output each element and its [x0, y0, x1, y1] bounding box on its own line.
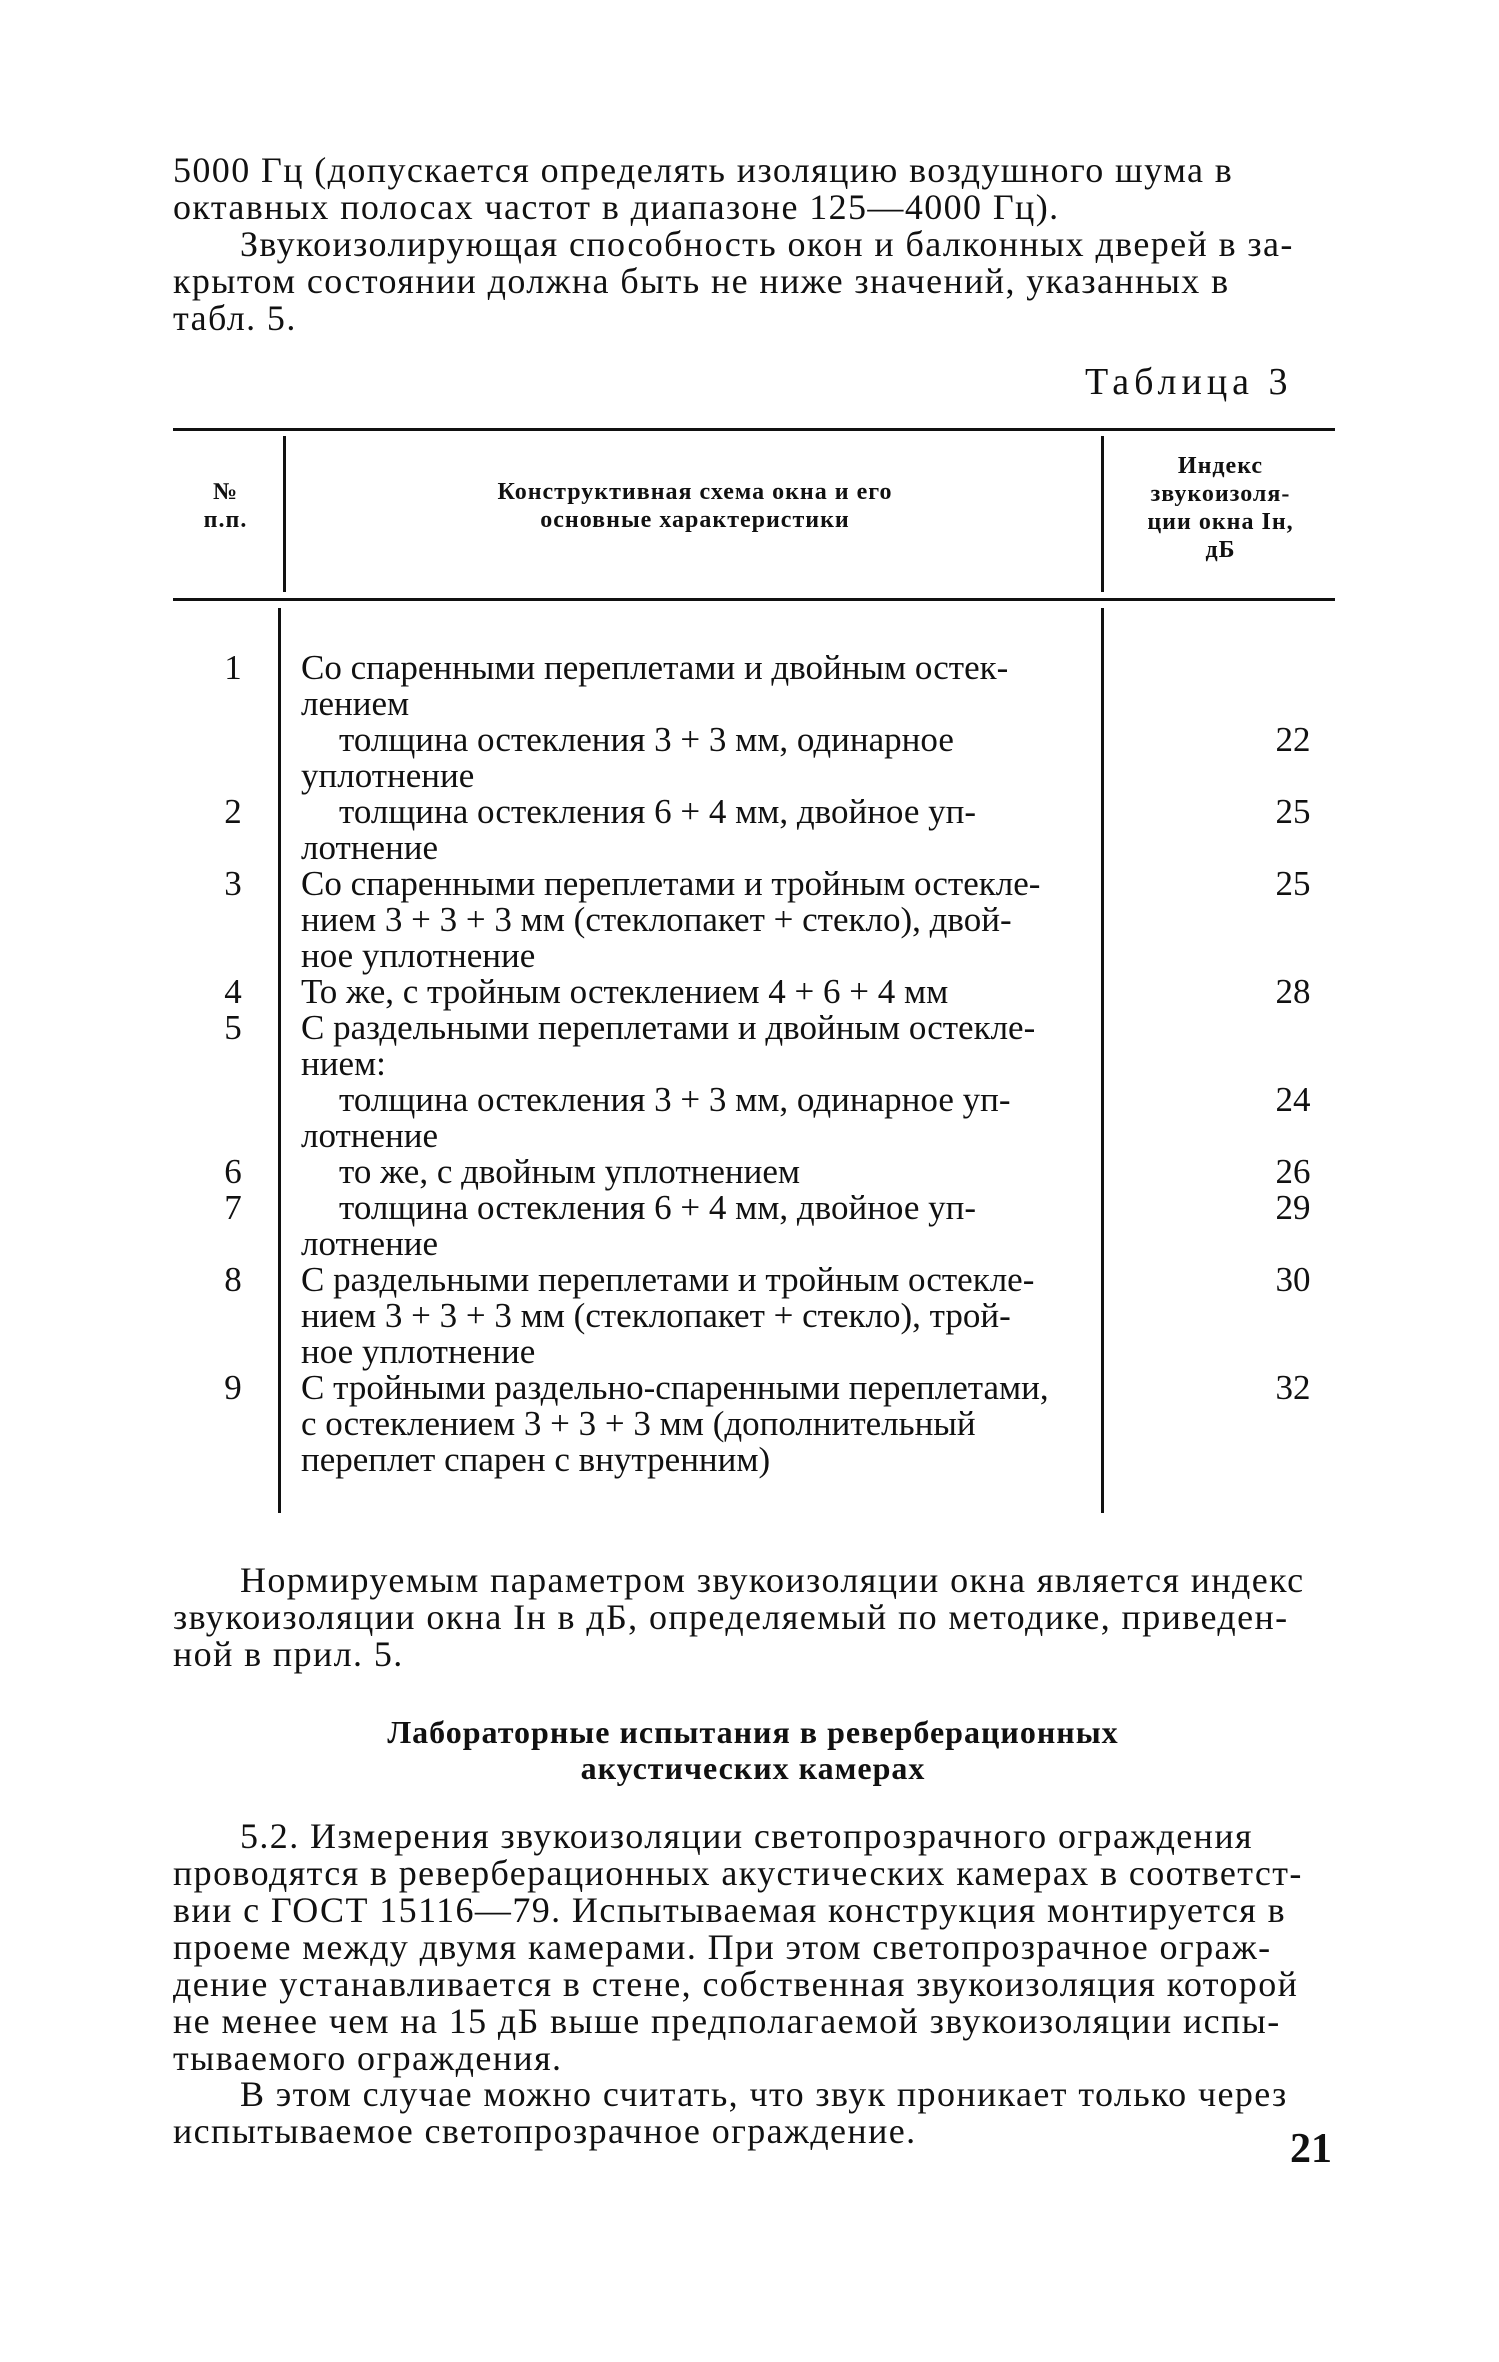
- table-row: [173, 1262, 1335, 1370]
- row-description: [301, 974, 1089, 1010]
- description-line: С раздельными переплетами и тройным остекле-: [301, 1260, 1035, 1299]
- text-line: испытываемое светопрозрачное ограждение.: [173, 2111, 917, 2151]
- row-description: [301, 1262, 1089, 1370]
- row-index-value: 29: [1275, 1188, 1311, 1227]
- text-line: крытом состоянии должна быть не ниже значений, указанных в: [173, 261, 1230, 301]
- after-table-paragraph: [173, 1562, 1333, 1673]
- text-line: октавных полосах частот в диапазоне 125—4000 Гц).: [173, 187, 1060, 227]
- description-line: уплотнение: [301, 756, 475, 795]
- table-title: Таблица 3: [1085, 361, 1293, 403]
- header-index: Индекс звукоизоля- ции окна Iн, дБ: [1147, 453, 1294, 563]
- description-line: с остеклением 3 + 3 + 3 мм (дополнительный: [301, 1404, 976, 1443]
- description-line: ное уплотнение: [301, 1332, 536, 1371]
- table-top-rule: [173, 428, 1335, 431]
- table-row: [173, 1190, 1335, 1262]
- description-line: нием:: [301, 1044, 386, 1083]
- row-index-value: 22: [1275, 720, 1311, 759]
- text-line: тываемого ограждения.: [173, 2038, 563, 2078]
- second-paragraph: [173, 226, 1333, 337]
- row-number: 5: [224, 1008, 242, 1047]
- header-number: № п.п.: [203, 479, 248, 533]
- header-divider: [283, 436, 286, 592]
- row-number: 8: [224, 1260, 242, 1299]
- header-divider: [1101, 436, 1104, 592]
- row-description: [301, 1082, 1089, 1154]
- table-row: [173, 1154, 1335, 1190]
- row-number: 4: [224, 972, 242, 1011]
- row-number: 9: [224, 1368, 242, 1407]
- table-header-rule: [173, 598, 1335, 601]
- description-line: лением: [301, 684, 410, 723]
- row-description: [301, 794, 1089, 866]
- description-line: То же, с тройным остеклением 4 + 6 + 4 мм: [301, 972, 949, 1011]
- description-line: толщина остекления 6 + 4 мм, двойное уп-: [339, 792, 977, 831]
- description-line: Со спаренными переплетами и тройным остекле-: [301, 864, 1041, 903]
- row-description: [301, 1190, 1089, 1262]
- row-number: 7: [224, 1188, 242, 1227]
- row-number: 2: [224, 792, 242, 831]
- row-description: [301, 1010, 1089, 1082]
- row-description: [301, 866, 1089, 974]
- table-row: [173, 650, 1335, 722]
- page-number: 21: [1290, 2126, 1332, 2172]
- description-line: нием 3 + 3 + 3 мм (стеклопакет + стекло), трой-: [301, 1296, 1011, 1335]
- description-line: ное уплотнение: [301, 936, 536, 975]
- row-index-value: 30: [1275, 1260, 1311, 1299]
- description-line: Со спаренными переплетами и двойным остек-: [301, 648, 1009, 687]
- row-index-value: 32: [1275, 1368, 1311, 1407]
- description-line: толщина остекления 3 + 3 мм, одинарное: [339, 720, 954, 759]
- table-row: [173, 974, 1335, 1010]
- row-description: [301, 722, 1089, 794]
- description-line: С раздельными переплетами и двойным остекле-: [301, 1008, 1036, 1047]
- text-line: В этом случае можно считать, что звук проникает только через: [240, 2074, 1288, 2114]
- text-line: табл. 5.: [173, 298, 297, 338]
- description-line: то же, с двойным уплотнением: [339, 1152, 801, 1191]
- final-paragraph: [173, 2076, 1333, 2150]
- section-heading: Лабораторные испытания в реверберационных акустических камерах: [387, 1714, 1119, 1786]
- table-body: [173, 650, 1335, 1478]
- text-line: не менее чем на 15 дБ выше предполагаемой звукоизоляции испы-: [173, 2001, 1281, 2041]
- text-line: дение устанавливается в стене, собственная звукоизоляция которой: [173, 1964, 1299, 2004]
- row-description: [301, 1154, 1089, 1190]
- text-line: Нормируемым параметром звукоизоляции окна является индекс: [240, 1560, 1305, 1600]
- table-row: [173, 1082, 1335, 1154]
- description-line: лотнение: [301, 1116, 439, 1155]
- section-paragraph: [173, 1818, 1333, 2077]
- text-line: 5.2. Измерения звукоизоляции светопрозрачного ограждения: [240, 1816, 1253, 1856]
- text-line: 5000 Гц (допускается определять изоляцию воздушного шума в: [173, 150, 1234, 190]
- row-number: 3: [224, 864, 242, 903]
- row-description: [301, 650, 1089, 722]
- text-line: ной в прил. 5.: [173, 1634, 404, 1674]
- table-row: [173, 722, 1335, 794]
- text-line: вии с ГОСТ 15116—79. Испытываемая конструкция монтируется в: [173, 1890, 1286, 1930]
- row-index-value: 26: [1275, 1152, 1311, 1191]
- row-index-value: 25: [1275, 864, 1311, 903]
- row-index-value: 25: [1275, 792, 1311, 831]
- row-description: [301, 1370, 1089, 1478]
- table-row: [173, 794, 1335, 866]
- row-number: 1: [224, 648, 242, 687]
- text-line: Звукоизолирующая способность окон и балконных дверей в за-: [240, 224, 1294, 264]
- description-line: лотнение: [301, 828, 439, 867]
- table-row: [173, 866, 1335, 974]
- text-line: звукоизоляции окна Iн в дБ, определяемый по методике, приведен-: [173, 1597, 1289, 1637]
- table-row: [173, 1010, 1335, 1082]
- text-line: проводятся в реверберационных акустических камерах в соответст-: [173, 1853, 1303, 1893]
- description-line: толщина остекления 6 + 4 мм, двойное уп-: [339, 1188, 977, 1227]
- description-line: С тройными раздельно-спаренными переплетами,: [301, 1368, 1049, 1407]
- description-line: лотнение: [301, 1224, 439, 1263]
- row-number: 6: [224, 1152, 242, 1191]
- row-index-value: 28: [1275, 972, 1311, 1011]
- table-row: [173, 1370, 1335, 1478]
- intro-paragraph: [173, 152, 1333, 226]
- description-line: толщина остекления 3 + 3 мм, одинарное уп-: [339, 1080, 1011, 1119]
- description-line: нием 3 + 3 + 3 мм (стеклопакет + стекло), двой-: [301, 900, 1012, 939]
- row-index-value: 24: [1275, 1080, 1311, 1119]
- description-line: переплет спарен с внутренним): [301, 1440, 771, 1479]
- text-line: проеме между двумя камерами. При этом светопрозрачное ограж-: [173, 1927, 1272, 1967]
- header-description: Конструктивная схема окна и его основные характеристики: [497, 479, 893, 533]
